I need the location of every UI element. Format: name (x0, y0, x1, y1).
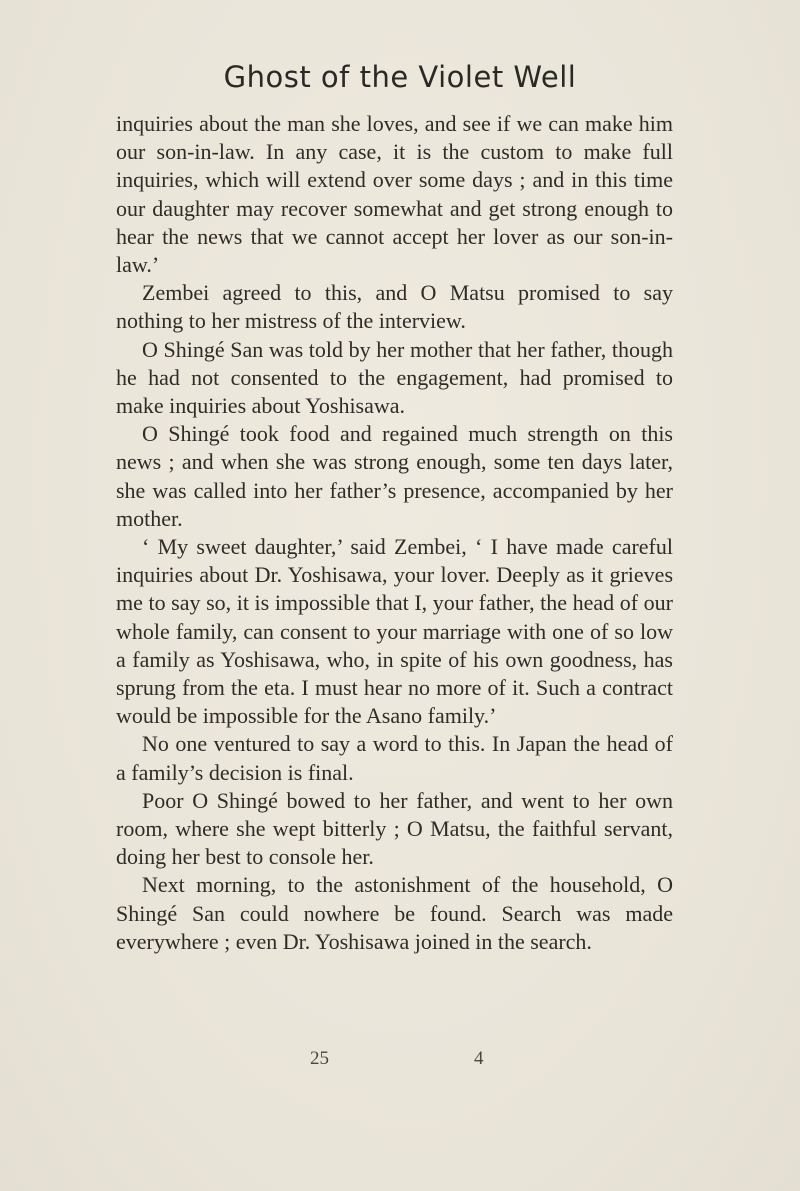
paragraph: Zembei agreed to this, and O Matsu promised to say nothing to her mistress of the interview. (116, 280, 673, 334)
paragraph: O Shingé took food and regained much strength on this news ; and when she was strong enough, some ten days later, she was called into her father’s presence, accompanied by her mother. (116, 421, 673, 531)
paragraph: O Shingé San was told by her mother that her father, though he had not consented to the engagement, had promised to make inquiries about Yoshisawa. (116, 336, 673, 419)
signature-marks (0, 1048, 800, 1072)
signature-mark: 4 (474, 1048, 484, 1069)
paragraph: Next morning, to the astonishment of the household, O Shingé San could nowhere be found. Search was made everywhere ; even Dr. Yoshisawa joined in the search. (116, 872, 673, 954)
paragraph: No one ventured to say a word to this. In Japan the head of a family’s decision is final. (116, 731, 673, 785)
signature-number: 25 (310, 1048, 329, 1069)
page-title: Ghost of the Violet Well (223, 60, 577, 94)
paragraph: Poor O Shingé bowed to her father, and went to her own room, where she wept bitterly ; O Matsu, the faithful servant, doing her best to console her. (116, 787, 673, 870)
paragraph: inquiries about the man she loves, and see if we can make him our son-in-law. In any case, it is the custom to make full inquiries, which will extend over some days ; and in this time our daughter may recover somewhat and get strong enough to hear the news that we cannot accept her lover as our son-in-law.’ (116, 111, 673, 278)
paragraph: ‘ My sweet daughter,’ said Zembei, ‘ I have made careful inquiries about Dr. Yoshisawa, your lover. Deeply as it grieves me to say so, it is impossible that I, your father, the head of our whole family, can consent to your marriage with one of so low a family as Yoshisawa, who, in spite of his own goodness, has sprung from the eta. I must hear no more of it. Such a contract would be impossible for the Asano family.’ (116, 534, 673, 729)
body-text (116, 110, 673, 956)
